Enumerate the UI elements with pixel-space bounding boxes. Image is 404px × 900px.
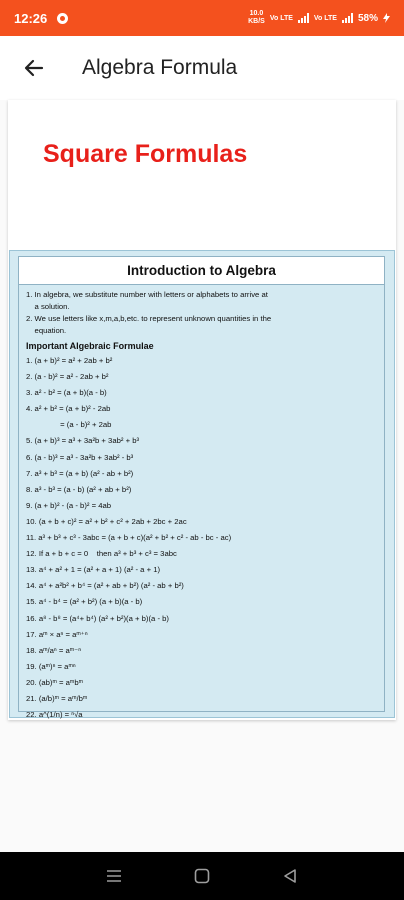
intro-line: equation. [26, 326, 67, 335]
formula-item: 22. a^(1/n) = ⁿ√a [26, 710, 83, 720]
formula-item: 12. If a + b + c = 0 then a³ + b³ + c³ = 3abc [26, 549, 177, 559]
recents-icon [106, 869, 122, 883]
back-button[interactable] [14, 48, 54, 88]
formula-item: 7. a³ + b³ = (a + b) (a² - ab + b²) [26, 468, 134, 478]
formula-item: 20. (ab)ᵐ = aᵐbᵐ [26, 677, 84, 687]
signal-1-icon [298, 13, 309, 23]
formula-item: 6. (a - b)³ = a³ - 3a²b + 3ab² - b³ [26, 452, 134, 462]
image-body [18, 285, 385, 720]
section-title: Square Formulas [43, 140, 248, 168]
intro-line: 1. In algebra, we substitute number with letters or alphabets to arrive at [26, 290, 268, 299]
formula-item: 1. (a + b)² = a² + 2ab + b² [26, 356, 113, 365]
formula-item: 14. a⁴ + a²b² + b⁴ = (a² + ab + b²) (a² - ab + b²) [26, 581, 184, 591]
status-bar [0, 0, 404, 36]
recents-button[interactable] [102, 864, 126, 888]
formula-item: 11. a³ + b³ + c³ - 3abc = (a + b + c)(a² + b² + c² - ab - bc - ac) [26, 533, 232, 543]
formula-item: 10. (a + b + c)² = a² + b² + c² + 2ab + 2bc + 2ac [26, 516, 187, 526]
formula-item: 4. a² + b² = (a + b)² - 2ab [26, 404, 111, 414]
nav-back-button[interactable] [278, 864, 302, 888]
formula-item: 16. a⁸ - b⁸ = (a⁴+ b⁴) (a² + b²)(a + b)(a - b) [26, 613, 169, 623]
nav-back-icon [282, 868, 298, 884]
status-indicators [248, 10, 390, 26]
charging-icon [383, 13, 390, 23]
formula-item: 5. (a + b)³ = a³ + 3a²b + 3ab² + b³ [26, 436, 140, 446]
formulae-heading: Important Algebraic Formulae [26, 341, 154, 351]
app-bar [0, 36, 404, 100]
formula-item: 15. a⁴ - b⁴ = (a² + b²) (a + b)(a - b) [26, 597, 143, 607]
formula-item: = (a - b)² + 2ab [26, 420, 112, 430]
content-area[interactable] [0, 100, 404, 852]
network-2-label: Vo LTE [313, 14, 337, 22]
intro-line: 2. We use letters like x,m,a,b,etc. to represent unknown quantities in the [26, 314, 272, 323]
home-icon [194, 868, 210, 884]
status-time: 12:26 [14, 10, 48, 26]
image-heading: Introduction to Algebra [18, 256, 385, 285]
arrow-back-icon [24, 58, 44, 78]
signal-2-icon [342, 13, 353, 23]
home-button[interactable] [190, 864, 214, 888]
formula-item: 21. (a/b)ᵐ = aᵐ/bᵐ [26, 693, 88, 703]
intro-line: a solution. [26, 302, 70, 311]
network-1-label: Vo LTE [269, 14, 293, 22]
formula-item: 17. aᵐ × aⁿ = aᵐ⁺ⁿ [26, 629, 88, 639]
net-speed: 10.0 KB/S [248, 10, 265, 25]
formula-item: 18. aᵐ/aⁿ = aᵐ⁻ⁿ [26, 645, 82, 655]
formula-image [9, 250, 395, 718]
formula-item: 8. a³ - b³ = (a - b) (a² + ab + b²) [26, 484, 132, 494]
system-nav-bar [0, 852, 404, 900]
notification-icon [57, 13, 68, 24]
formula-item: 3. a² - b² = (a + b)(a - b) [26, 388, 107, 398]
app-title: Algebra Formula [82, 56, 238, 79]
battery-level: 58% [357, 12, 378, 24]
formula-item: 13. a⁴ + a² + 1 = (a² + a + 1) (a² - a + 1) [26, 565, 161, 575]
formula-item: 9. (a + b)² - (a - b)² = 4ab [26, 500, 112, 510]
formula-item: 2. (a - b)² = a² - 2ab + b² [26, 372, 109, 382]
formula-item: 19. (aᵐ)ⁿ = aᵐⁿ [26, 661, 76, 671]
